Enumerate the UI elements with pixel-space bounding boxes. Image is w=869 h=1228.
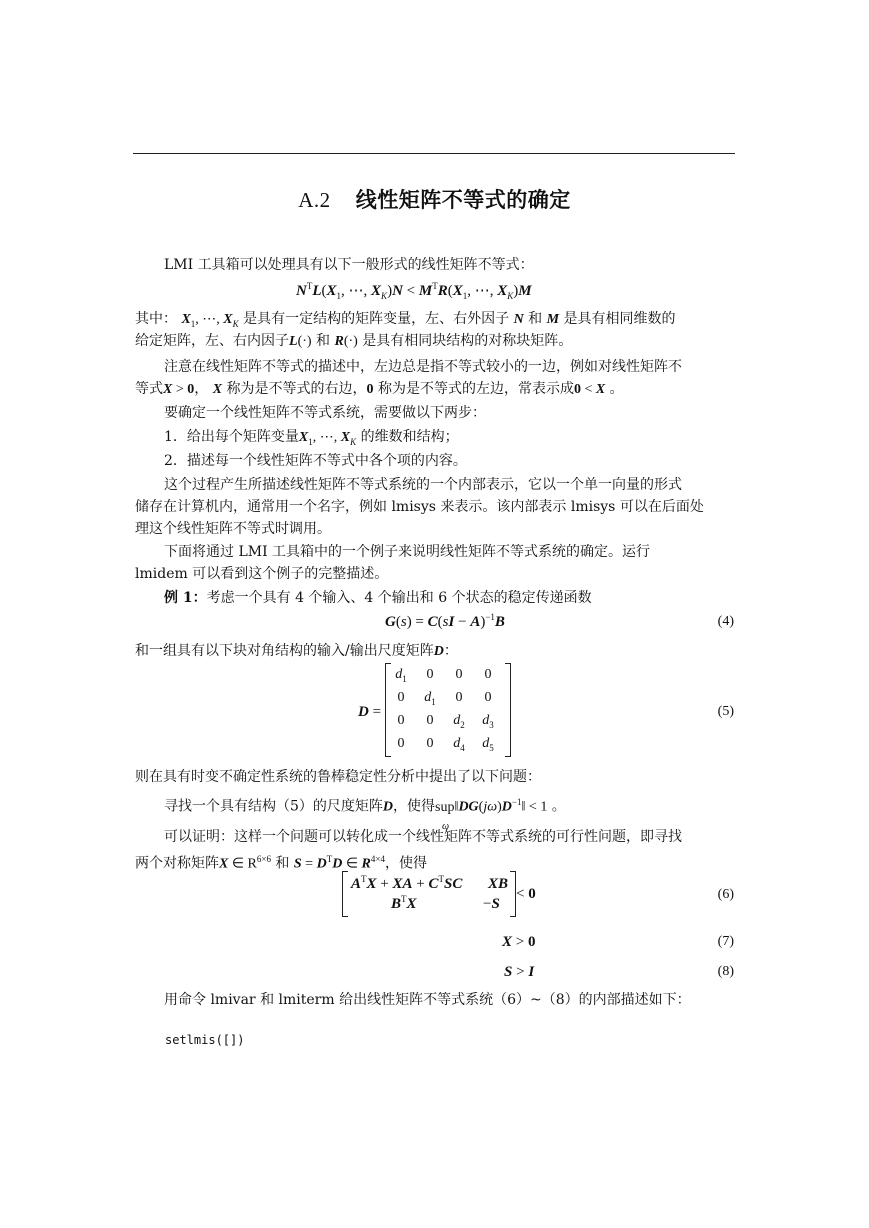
matrix-cell: 0: [455, 690, 463, 705]
matrix-cell: 0: [397, 736, 405, 751]
step-1: 1．给出每个矩阵变量$X_1$, ⋯, $X_K$ 的维数和结构；: [164, 429, 459, 447]
block-22: −S: [483, 896, 500, 912]
matrix-cell: 0: [426, 713, 434, 728]
matrix-cell: 0: [426, 736, 434, 751]
paragraph-proof-1: 可以证明：这样一个问题可以转化成一个线性矩阵不等式系统的可行性问题，即寻找: [164, 829, 682, 845]
block-11: $A^TX$ + XA + $C^TSC$: [351, 874, 463, 892]
matrix-cell: 0: [455, 667, 463, 682]
equation-number-8: (8): [717, 964, 734, 979]
equation-transfer: G(s) = C(sI − A)$^{-1}$B: [385, 612, 505, 630]
section-title: [0, 184, 869, 214]
equation-number-5: (5): [717, 704, 734, 719]
equation-number-7: (7): [717, 934, 734, 949]
matrix-cell: 0: [397, 713, 405, 728]
equation-number-4: (4): [717, 614, 734, 629]
paragraph-example-intro-2: lmidem 可以看到这个例子的完整描述。: [135, 566, 389, 582]
lmi-general-form: $N^TL(X_1$, ⋯, $X_K)N < M^TR(X_1$, ⋯, $X_K)M$: [296, 281, 532, 301]
paragraph-process-2: 储存在计算机内，通常用一个名字，例如 lmisys 来表示。该内部表示 lmisys 可以在后面处: [135, 499, 704, 515]
code-line: setlmis([]): [165, 1033, 245, 1047]
paragraph-scaling: 和一组具有以下块对角结构的输入/输出尺度矩阵D：: [135, 643, 458, 659]
matrix-cell: 0: [397, 690, 405, 705]
equation-D-lhs: D =: [358, 704, 382, 720]
step-2: 2．描述每一个线性矩阵不等式中各个项的内容。: [164, 453, 467, 469]
inequality-6-rhs: < 0: [516, 886, 536, 902]
equation-number-6: (6): [717, 887, 734, 902]
matrix-cell: $d_4$: [453, 736, 465, 753]
matrix-cell: 0: [484, 667, 492, 682]
matrix-cell: $d_1$: [424, 690, 436, 707]
inequality-7: X > 0: [502, 934, 536, 950]
block-21: $B^TX$: [391, 894, 417, 912]
example-heading: 例 1：考虑一个具有 4 个输入、4 个输出和 6 个状态的稳定传递函数: [164, 590, 592, 606]
matrix-cell: $d_5$: [482, 736, 494, 753]
paragraph-commands: 用命令 lmivar 和 lmiterm 给出线性矩阵不等式系统（6）~（8）的内部描述如下：: [164, 992, 691, 1008]
paragraph-proof-2: 两个对称矩阵X ∈ $R^{6\times 6}$ 和 $S = D^TD$ ∈ $R^{4\times 4}$，使得: [135, 854, 427, 872]
paragraph-where: 其中： $X_1$, ⋯, $X_K$ 是具有一定结构的矩阵变量，左、右外因子 N 和 M 是具有相同维数的: [135, 311, 676, 329]
paragraph-robust: 则在具有时变不确定性系统的鲁棒稳定性分析中提出了以下问题：: [135, 769, 541, 785]
matrix-cell: 0: [426, 667, 434, 682]
header-rule: [133, 153, 735, 154]
paragraph-example-intro-1: 下面将通过 LMI 工具箱中的一个例子来说明线性矩阵不等式系统的确定。运行: [164, 544, 651, 560]
paragraph-process-1: 这个过程产生所描述线性矩阵不等式系统的一个内部表示，它以一个单一向量的形式: [164, 477, 682, 493]
paragraph-find: 寻找一个具有结构（5）的尺度矩阵D，使得sup ω $‖DG(j\omega)D^{-1}‖ < 1$ 。: [164, 797, 566, 832]
matrix-cell: 0: [484, 690, 492, 705]
paragraph-where-2: 给定矩阵，左、右内因子L(·) 和 R(·) 是具有相同块结构的对称块矩阵。: [135, 333, 573, 349]
matrix-cell: $d_2$: [453, 713, 465, 730]
matrix-cell: $d_3$: [482, 713, 494, 730]
block-12: XB: [488, 876, 509, 892]
paragraph-note-1: 注意在线性矩阵不等式的描述中，左边总是指不等式较小的一边，例如对线性矩阵不: [164, 359, 682, 375]
matrix-D: [385, 664, 511, 756]
paragraph-intro: LMI 工具箱可以处理具有以下一般形式的线性矩阵不等式：: [164, 257, 534, 273]
paragraph-steps: 要确定一个线性矩阵不等式系统，需要做以下两步：: [164, 405, 486, 421]
paragraph-note-2: 等式X > 0， X 称为是不等式的右边，0 称为是不等式的左边，常表示成0 < X 。: [135, 381, 624, 397]
matrix-cell: $d_1$: [395, 667, 407, 684]
block-matrix-6: [342, 872, 516, 916]
section-number: A.2: [298, 188, 331, 212]
section-heading: 线性矩阵不等式的确定: [355, 188, 571, 212]
inequality-8: S > I: [504, 964, 535, 980]
paragraph-process-3: 理这个线性矩阵不等式时调用。: [135, 521, 331, 537]
